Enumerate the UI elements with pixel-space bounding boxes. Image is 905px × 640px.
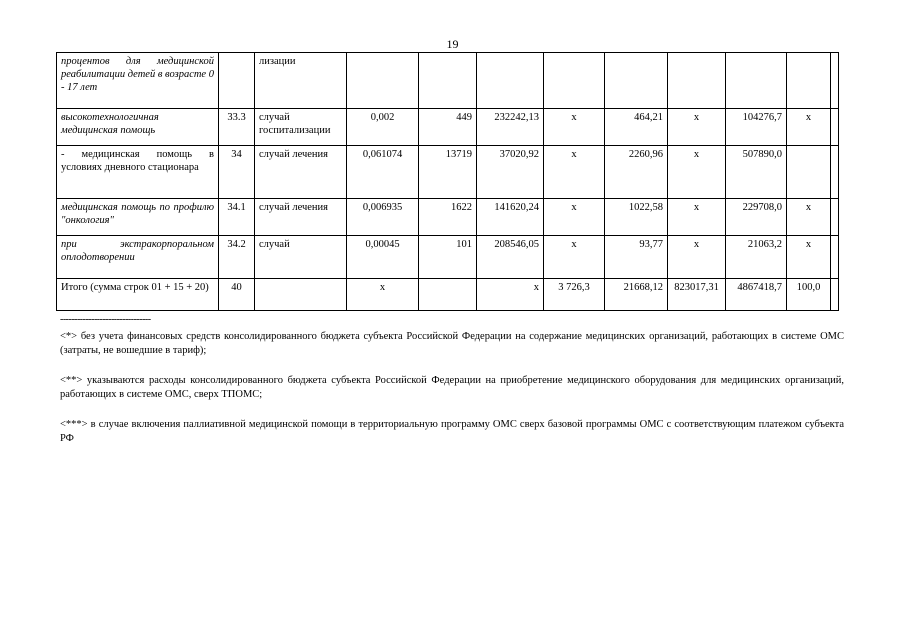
table-cell: x [787, 109, 831, 146]
table-cell: 229708,0 [726, 199, 787, 236]
table-cell: x [787, 199, 831, 236]
table-cell: 2260,96 [605, 146, 668, 199]
table-cell: 507890,0 [726, 146, 787, 199]
row-label-cell: высокотехнологичная медицинская помощь [57, 109, 219, 146]
table-cell: x [668, 109, 726, 146]
table-cell: 208546,05 [477, 236, 544, 279]
table-cell: 1022,58 [605, 199, 668, 236]
table-cell: 0,002 [347, 109, 419, 146]
footnote-separator: -------------------------------- [60, 314, 151, 325]
table-cell [831, 146, 839, 199]
table-cell [419, 279, 477, 311]
table-cell: 3 726,3 [544, 279, 605, 311]
table-cell: x [477, 279, 544, 311]
table-cell: 34.1 [219, 199, 255, 236]
table-cell: 34.2 [219, 236, 255, 279]
table-cell [831, 53, 839, 109]
table-cell: 141620,24 [477, 199, 544, 236]
table-cell [787, 146, 831, 199]
table-cell: x [544, 199, 605, 236]
table-cell: 464,21 [605, 109, 668, 146]
table-cell: x [787, 236, 831, 279]
table-row [57, 236, 839, 279]
table-cell: 0,006935 [347, 199, 419, 236]
table-cell: x [668, 199, 726, 236]
table-cell [347, 53, 419, 109]
table-cell: x [544, 236, 605, 279]
table-cell: 100,0 [787, 279, 831, 311]
table-cell: 21668,12 [605, 279, 668, 311]
table-row [57, 199, 839, 236]
table-cell [605, 53, 668, 109]
table-cell [787, 53, 831, 109]
table-cell: 232242,13 [477, 109, 544, 146]
page-number: 19 [446, 37, 459, 51]
table-cell: x [668, 236, 726, 279]
row-label-cell: процентов для медицинской реабилитации детей в возрасте 0 - 17 лет [57, 53, 219, 109]
row-label-cell: медицинская помощь по профилю "онкология" [57, 199, 219, 236]
table-cell: 13719 [419, 146, 477, 199]
table-cell [831, 236, 839, 279]
table-cell: 21063,2 [726, 236, 787, 279]
table-cell [831, 199, 839, 236]
footnote-3: <***> в случае включения паллиативной медицинской помощи в территориальную программу ОМС сверх базовой программы ОМС с соответствующим платежом субъекта РФ [60, 419, 844, 444]
table-cell [219, 53, 255, 109]
table-cell: 104276,7 [726, 109, 787, 146]
table-cell: лизации [255, 53, 347, 109]
table-cell: x [544, 146, 605, 199]
table-cell: случай лечения [255, 199, 347, 236]
table-cell: случай лечения [255, 146, 347, 199]
table-cell: x [544, 109, 605, 146]
footnote-1: <*> без учета финансовых средств консолидированного бюджета субъекта Российской Федерации на содержание медицинских организаций, работающих в системе ОМС (затраты, не вошедшие в тариф); [60, 331, 844, 356]
table-cell [255, 279, 347, 311]
table-cell: случай [255, 236, 347, 279]
table-cell: 4867418,7 [726, 279, 787, 311]
table-cell: x [347, 279, 419, 311]
table-cell [726, 53, 787, 109]
table-cell: 0,00045 [347, 236, 419, 279]
footnote-2: <**> указываются расходы консолидированного бюджета субъекта Российской Федерации на приобретение медицинского оборудования для медицинских организаций, работающих в системе ОМС, сверх ТПОМС; [60, 375, 844, 400]
table-row [57, 279, 839, 311]
table-cell [477, 53, 544, 109]
table-row [57, 146, 839, 199]
row-label-cell: - медицинская помощь в условиях дневного стационара [57, 146, 219, 199]
table-cell: 33.3 [219, 109, 255, 146]
table-row [57, 53, 839, 109]
table-cell [668, 53, 726, 109]
financing-table [56, 52, 839, 311]
table-cell: случай госпитализации [255, 109, 347, 146]
table-cell [831, 109, 839, 146]
table-cell [419, 53, 477, 109]
table-cell [544, 53, 605, 109]
table-cell: x [668, 146, 726, 199]
table-cell: 0,061074 [347, 146, 419, 199]
table-cell: 101 [419, 236, 477, 279]
table-cell: 93,77 [605, 236, 668, 279]
table-cell: 34 [219, 146, 255, 199]
row-label-cell: Итого (сумма строк 01 + 15 + 20) [57, 279, 219, 311]
table-cell: 449 [419, 109, 477, 146]
table-cell [831, 279, 839, 311]
table-row [57, 109, 839, 146]
table-cell: 37020,92 [477, 146, 544, 199]
row-label-cell: при экстракорпоральном оплодотворении [57, 236, 219, 279]
table-cell: 823017,31 [668, 279, 726, 311]
table-cell: 1622 [419, 199, 477, 236]
table-cell: 40 [219, 279, 255, 311]
